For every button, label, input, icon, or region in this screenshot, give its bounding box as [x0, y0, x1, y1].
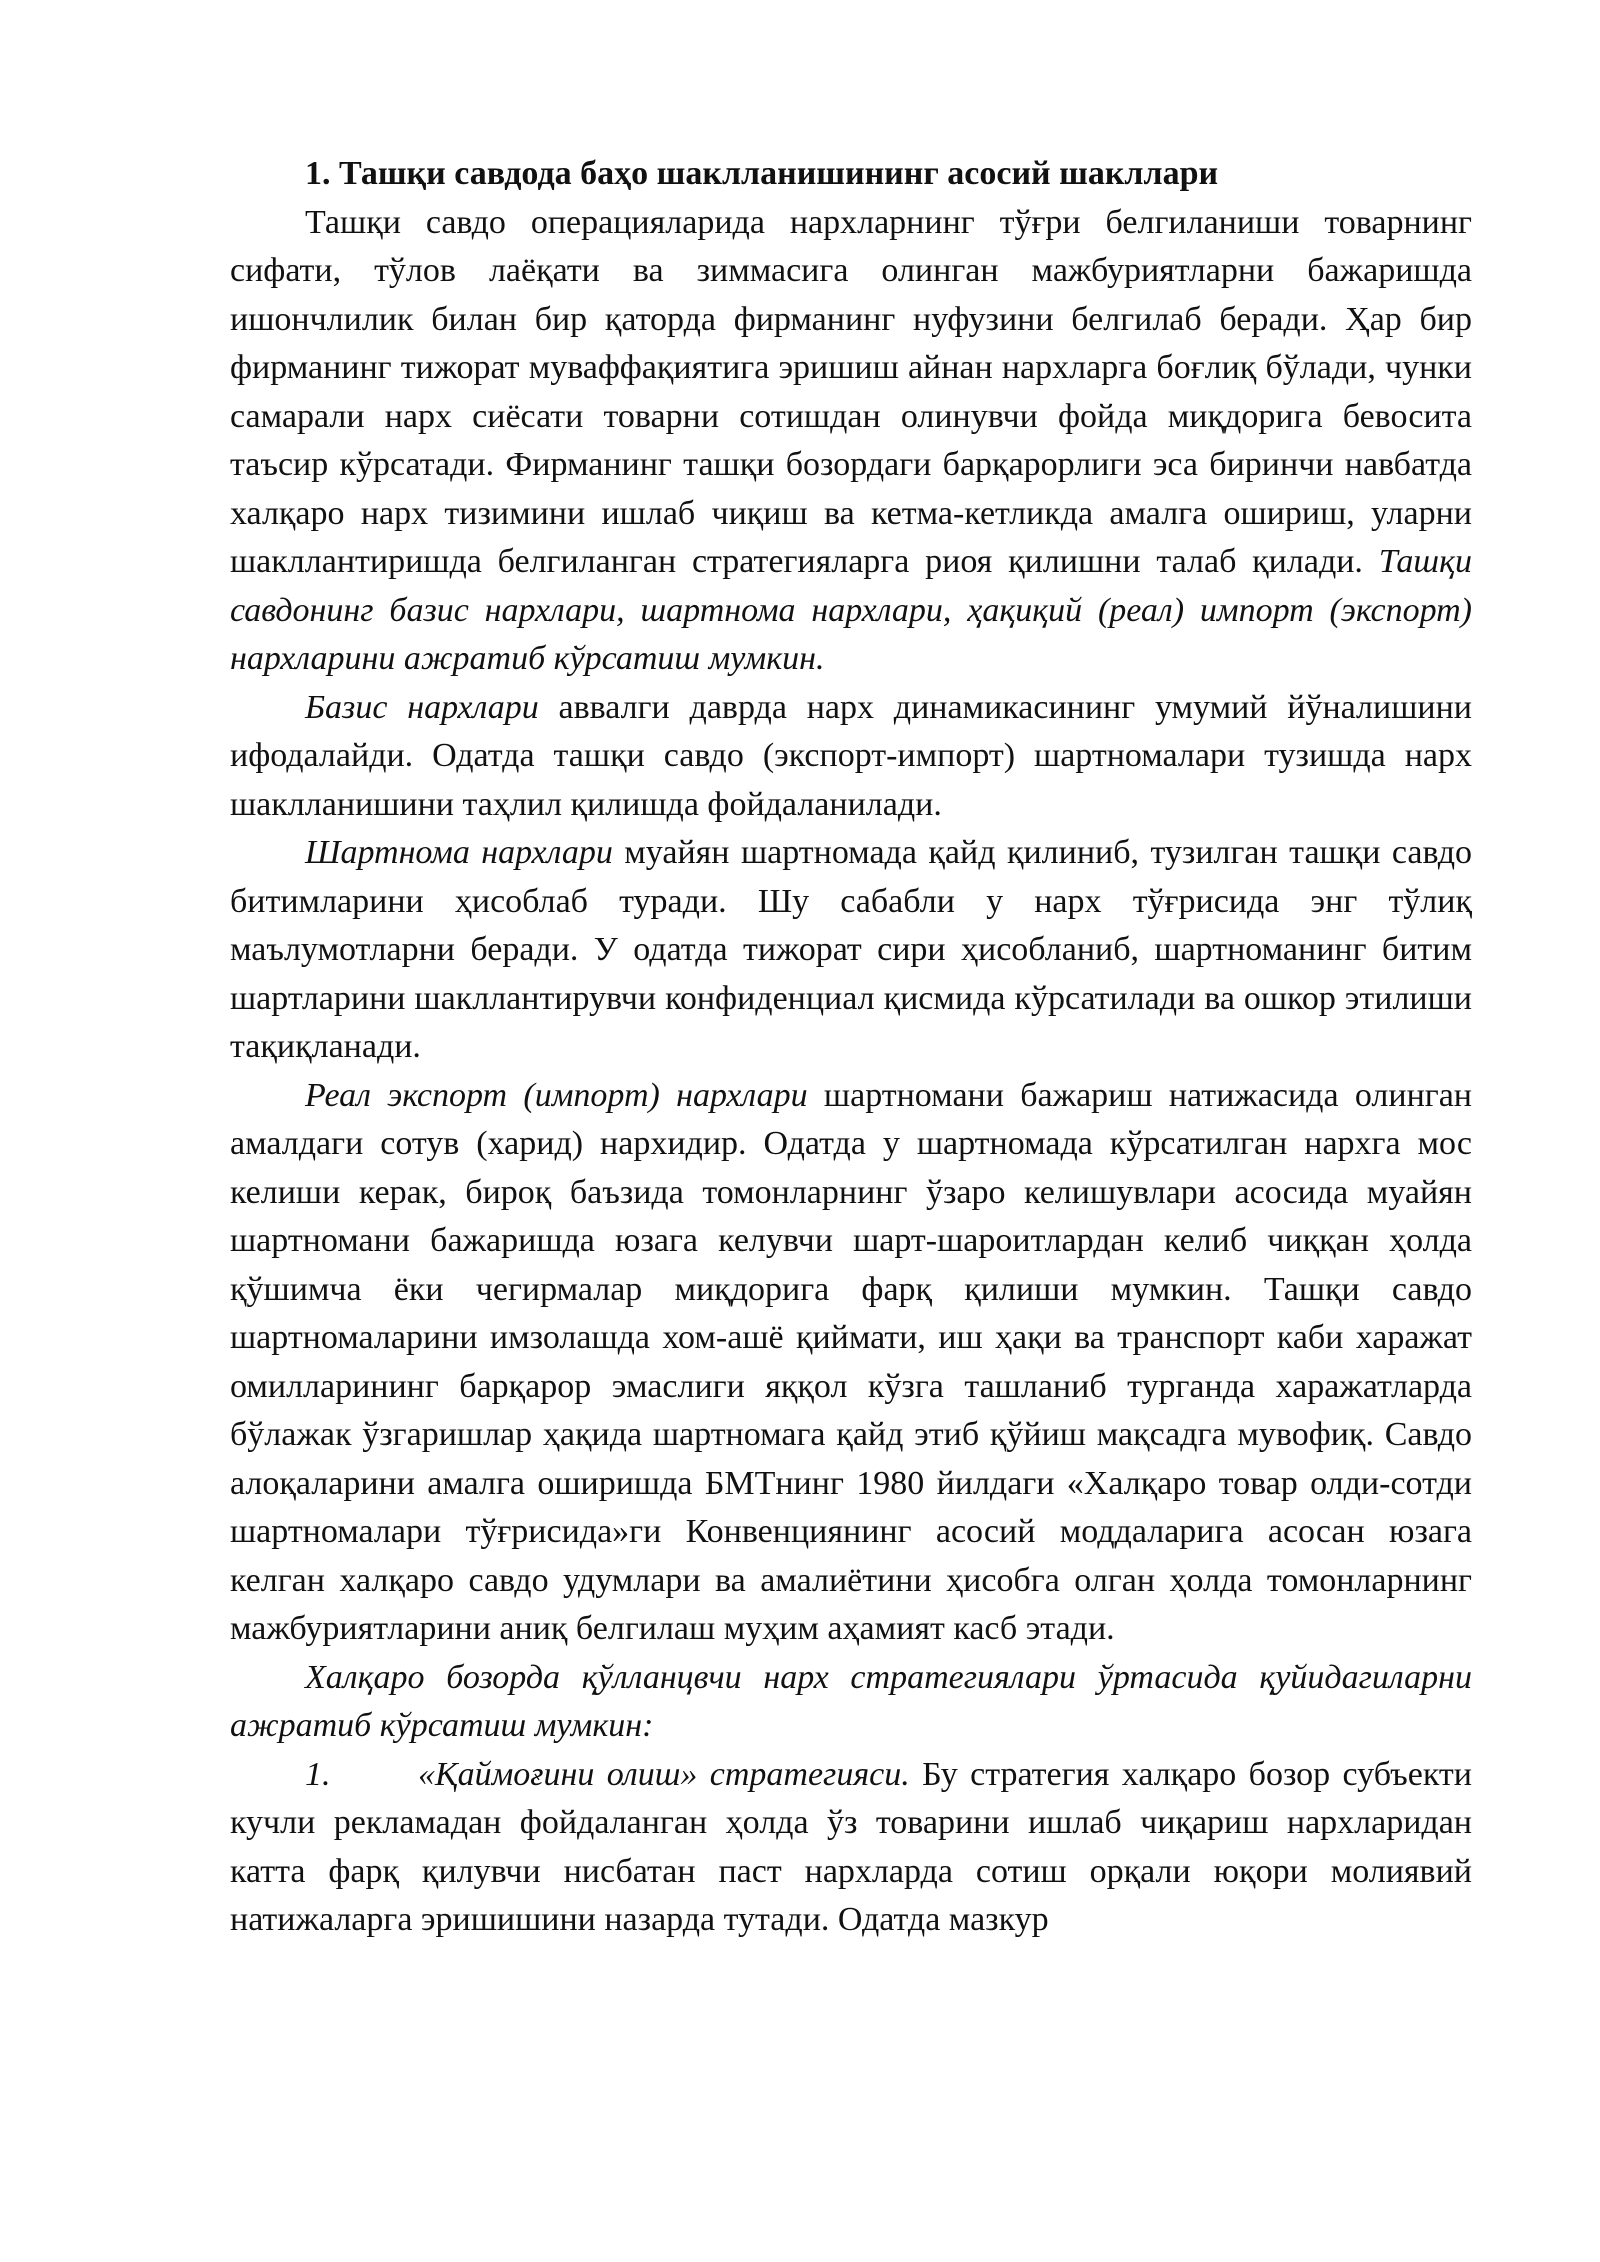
paragraph-text: Бу стратегия халқаро бозор субъекти кучли рекламадан фойдаланган ҳолда ўз товарини ишлаб чиқариш нархларидан катта фарқ қилувчи нисбатан паст нархларда сотиш орқали юқори молиявий натижаларга эришишини назарда тутади. Одатда мазкур — [230, 1755, 1472, 1938]
paragraph-italic-text: Халқаро бозорда қўлланцвчи нарх стратегиялари ўртасида қуйидагиларни ажратиб кўрсатиш мумкин: — [230, 1658, 1472, 1744]
paragraph-text: аввалги даврда нарх динамикасининг умумий йўналишини ифодалайди. Одатда ташқи савдо (экспорт-импорт) шартномалари тузишда нарх шаклланишини таҳлил қилишда фойдаланилади. — [230, 688, 1472, 823]
list-number: 1. — [305, 1755, 331, 1793]
term-contract-prices: Шартнома нархлари — [305, 834, 613, 871]
paragraph-text: Ташқи савдо операцияларида нархларнинг тўғри белгиланиши товарнинг сифати, тўлов лаёқати ва зиммасига олинган мажбуриятларни бажаришда ишончлилик билан бир қаторда фирманинг нуфузини белгилаб беради. Ҳар бир фирманинг тижорат муваффақиятига эришиш айнан нархларга боғлиқ бўлади, чунки самарали нарх сиёсати товарни сотишдан олинувчи фойда миқдорига бевосита таъсир кўрсатади. Фирманинг ташқи бозордаги барқарорлиги эса биринчи навбатда халқаро нарх тизимини ишлаб чиқиш ва кетма-кетликда амалга ошириш, уларни шакллантиришда белгиланган стратегияларга риоя қилишни талаб қилади. — [230, 203, 1472, 580]
paragraph-text: муайян шартномада қайд қилиниб, тузилган ташқи савдо битимларини ҳисоблаб туради. Шу сабабли у нарх тўғрисида энг тўлиқ маълумотларни беради. У одатда тижорат сири ҳисобланиб, шартноманинг битим шартларини шакллантирувчи конфиденциал қисмида кўрсатилади ва ошкор этилиши тақиқланади. — [230, 834, 1472, 1065]
term-basis-prices: Базис нархлари — [305, 688, 539, 726]
document-page — [230, 150, 1472, 1945]
paragraph-real-prices — [230, 1072, 1472, 1654]
paragraph-contract-prices — [230, 829, 1472, 1072]
section-heading: 1. Ташқи савдода баҳо шаклланишининг асосий шакллари — [305, 155, 1219, 192]
term-real-prices: Реал экспорт (импорт) нархлари — [305, 1076, 808, 1114]
paragraph-text: шартномани бажариш натижасида олинган амалдаги сотув (харид) нархидир. Одатда у шартномада кўрсатилган нархга мос келиши керак, бироқ баъзида томонларнинг ўзаро келишувлари асосида муайян шартномани бажаришда юзага келувчи шарт-шароитлардан келиб чиққан ҳолда қўшимча ёки чегирмалар миқдорига фарқ қилиши мумкин. Ташқи савдо шартномаларини имзолашда хом-ашё қиймати, иш ҳақи ва транспорт каби харажат омилларининг барқарор эмаслиги яққол кўзга ташланиб турганда харажатларда бўлажак ўзгаришлар ҳақида шартномага қайд этиб қўйиш мақсадга мувофиқ. Савдо алоқаларини амалга оширишда БМТнинг 1980 йилдаги «Халқаро товар олди-сотди шартномалари тўғрисида»ги Конвенциянинг асосий моддаларига асосан юзага келган халқаро савдо удумлари ва амалиётини ҳисобга олган ҳолда томонларнинг мажбуриятларини аниқ белгилаш муҳим аҳамият касб этади. — [230, 1076, 1472, 1647]
paragraph-pricing-importance — [230, 199, 1472, 684]
term-strategy-name: «Қаймоғини олиш» стратегияси. — [418, 1755, 910, 1793]
paragraph-strategies-intro — [230, 1654, 1472, 1751]
paragraph-basis-prices — [230, 684, 1472, 830]
paragraph-italic-text: Ташқи савдонинг базис нархлари, шартнома нархлари, ҳақиқий (реал) импорт (экспорт) нархларини ажратиб кўрсатиш мумкин. — [230, 543, 1472, 677]
paragraph-strategy-1 — [230, 1751, 1472, 1945]
